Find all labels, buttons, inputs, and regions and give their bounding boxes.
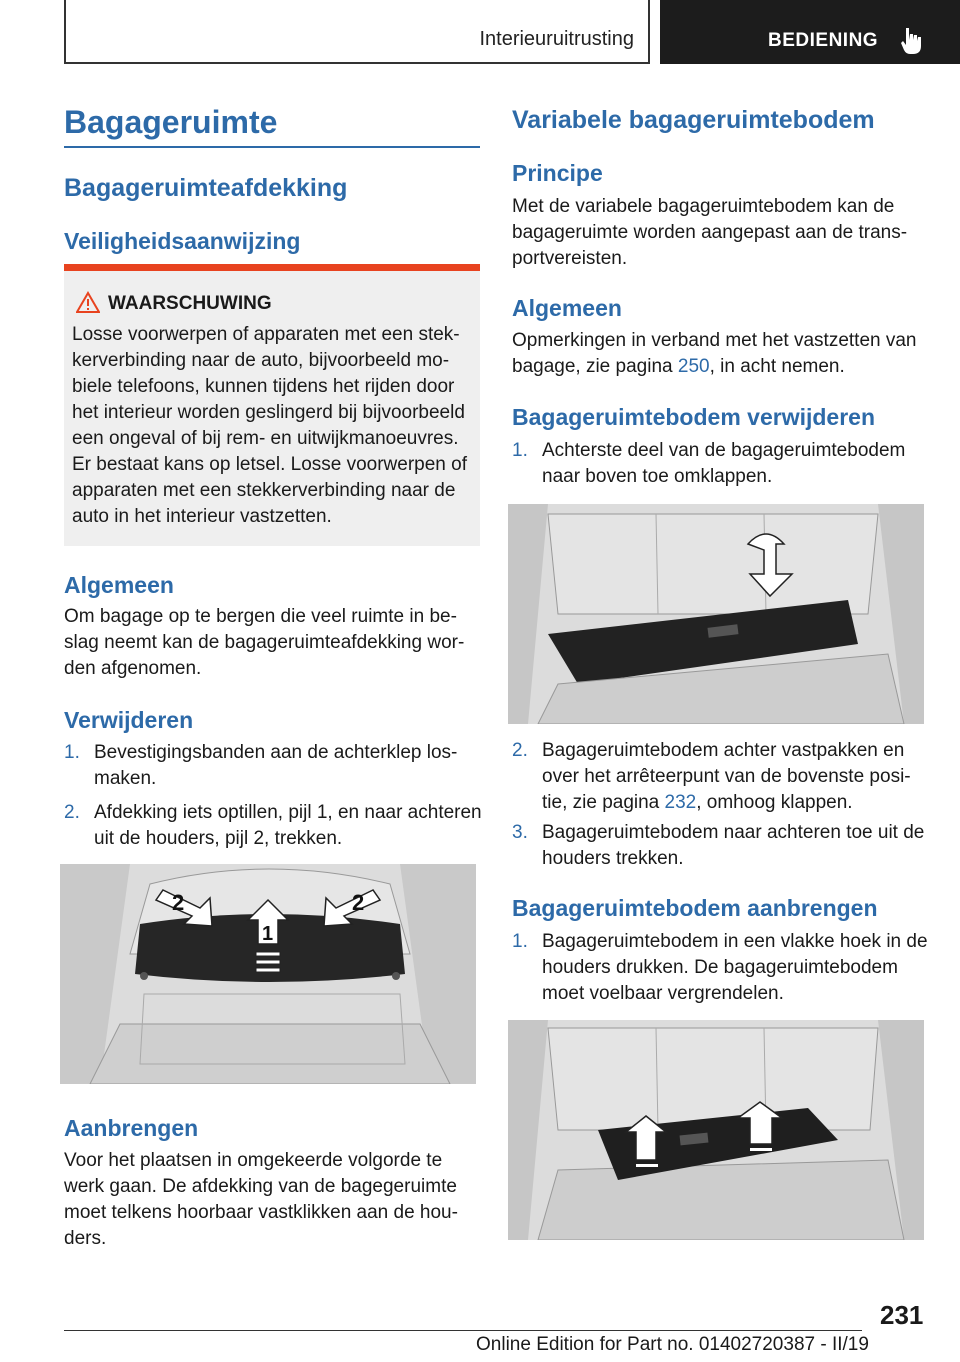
- install-paragraph: Voor het plaatsen in omgekeerde volgorde te werk gaan. De afdekking van de bagegeruimte moet telkens hoorbaar vastklikken aan de hou- ders.: [64, 1150, 458, 1249]
- general-right-paragraph: Opmerkingen in verband met het vastzetten van bagage, zie pagina 250, in acht nemen.: [512, 330, 917, 377]
- warning-title: WAARSCHUWING: [108, 293, 272, 314]
- general-paragraph: Om bagage op te bergen die veel ruimte in be- slag neemt kan de bagageruimteafdekking wor- den afgenomen.: [64, 606, 465, 679]
- page-link-232[interactable]: 232: [664, 792, 697, 813]
- warning-triangle-icon: [76, 291, 100, 318]
- edition-note: Online Edition for Part no. 01402720387 - II/19: [476, 1334, 869, 1355]
- figure-label: 2: [352, 890, 365, 915]
- subsection-title-floor-remove: Bagageruimtebodem verwijderen: [512, 404, 875, 430]
- list-item: 1. Achterste deel van de bagageruimtebodem naar boven toe omklappen.: [512, 440, 906, 487]
- principle-paragraph: Met de variabele bagageruimtebodem kan de bagageruimte worden aangepast aan de trans- portvereisten.: [512, 196, 908, 269]
- title-rule: [64, 146, 480, 148]
- section-title-floor: Variabele bagageruimtebodem: [512, 106, 875, 134]
- figure-cover-removal: [60, 864, 476, 1084]
- list-item: 3. Bagageruimtebodem naar achteren toe uit de houders trekken.: [512, 822, 925, 869]
- subsection-title-general-right: Algemeen: [512, 295, 622, 321]
- list-item: 1. Bevestigingsbanden aan de achterklep los- maken.: [64, 742, 458, 789]
- subsection-title-general: Algemeen: [64, 572, 174, 598]
- page-title: Bagageruimte: [64, 104, 278, 140]
- figure-floor-install: [508, 1020, 924, 1240]
- subsection-title-install: Aanbrengen: [64, 1115, 199, 1141]
- header-chapter-tab: [660, 0, 960, 64]
- subsection-title-floor-install: Bagageruimtebodem aanbrengen: [512, 895, 878, 921]
- subsection-title-safety: Veiligheidsaanwijzing: [64, 228, 301, 254]
- page-link-250[interactable]: 250: [677, 356, 710, 377]
- list-item: 2. Bagageruimtebodem achter vastpakken en over het arrêteerpunt van de bovenste posi- tie, zie pagina 232, omhoog klappen.: [512, 740, 911, 813]
- subsection-title-remove: Verwijderen: [64, 707, 194, 733]
- warning-bar: [64, 264, 480, 271]
- header-chapter-title: BEDIENING: [768, 30, 879, 51]
- warning-box: [64, 264, 480, 546]
- hand-pointer-icon: [900, 26, 926, 61]
- warning-text: Losse voorwerpen of apparaten met een stek- kerverbinding naar de auto, bijvoorbeeld mo- biele telefoons, kunnen tijdens het rijden door het interieur worden geslingerd bij bijvoorbeeld een ongeval of bij rem- en uitwijkmanoeuvres. Er bestaat kans op letsel. Losse voorwerpen of apparaten met een stekkerverbinding naar de auto in het interieur vastzetten.: [72, 324, 468, 527]
- figure-label: 2: [172, 890, 185, 915]
- list-item: 2. Afdekking iets optillen, pijl 1, en naar achteren uit de houders, pijl 2, trekken.: [64, 802, 482, 849]
- section-title-cover: Bagageruimteafdekking: [64, 174, 348, 202]
- page-number: 231: [880, 1300, 924, 1330]
- subsection-title-principle: Principe: [512, 160, 603, 186]
- figure-label: 1: [262, 923, 274, 945]
- figure-floor-fold: [508, 504, 924, 724]
- list-item: 1. Bagageruimtebodem in een vlakke hoek in de houders drukken. De bagageruimtebodem moet voelbaar vergrendelen.: [512, 931, 928, 1004]
- header-section-box: [64, 0, 650, 64]
- footer-rule: [64, 1330, 862, 1331]
- header-section-title: Interieuruitrusting: [479, 28, 634, 50]
